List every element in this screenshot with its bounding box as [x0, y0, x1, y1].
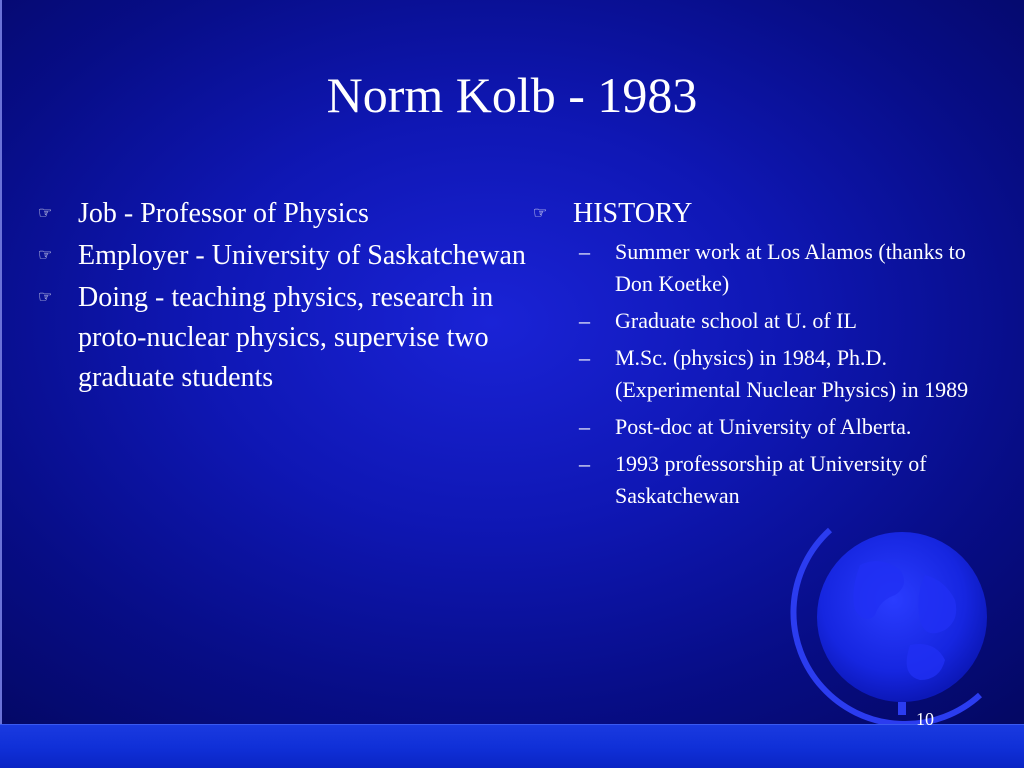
dash-marker: – — [579, 414, 590, 439]
history-list — [531, 236, 1006, 512]
pointing-hand-icon: ☞ — [38, 247, 53, 264]
history-item-text: 1993 professorship at University of Saskatchewan — [615, 451, 927, 508]
slide-title: Norm Kolb - 1983 — [326, 67, 698, 123]
history-item-text: M.Sc. (physics) in 1984, Ph.D. (Experimental Nuclear Physics) in 1989 — [615, 345, 969, 402]
pointing-hand-icon: ☞ — [38, 289, 53, 306]
bottom-bar — [0, 724, 1024, 768]
page-number: 10 — [916, 709, 934, 729]
bullet-employer — [36, 236, 541, 276]
bullet-text: HISTORY — [573, 198, 693, 229]
dash-marker: – — [579, 239, 590, 264]
bullet-history — [531, 194, 1006, 234]
dash-marker: – — [579, 451, 590, 476]
history-item — [579, 448, 1006, 512]
bullet-job — [36, 194, 541, 234]
right-column — [531, 194, 1006, 517]
bullet-text: Doing - teaching physics, research in proto-nuclear physics, supervise two graduate students — [78, 282, 494, 393]
bullet-text: Employer - University of Saskatchewan — [78, 240, 526, 271]
pointing-hand-icon: ☞ — [533, 205, 548, 222]
history-item — [579, 411, 1006, 443]
dash-marker: – — [579, 345, 590, 370]
history-item-text: Post-doc at University of Alberta. — [615, 414, 912, 439]
dash-marker: – — [579, 308, 590, 333]
history-item — [579, 342, 1006, 406]
history-item — [579, 305, 1006, 337]
bullet-doing — [36, 278, 541, 398]
globe-icon — [790, 505, 1010, 725]
history-item-text: Summer work at Los Alamos (thanks to Don Koetke) — [615, 239, 966, 296]
history-item-text: Graduate school at U. of IL — [615, 308, 857, 333]
history-item — [579, 236, 1006, 300]
left-column — [36, 194, 541, 400]
pointing-hand-icon: ☞ — [38, 205, 53, 222]
bullet-text: Job - Professor of Physics — [78, 198, 369, 229]
